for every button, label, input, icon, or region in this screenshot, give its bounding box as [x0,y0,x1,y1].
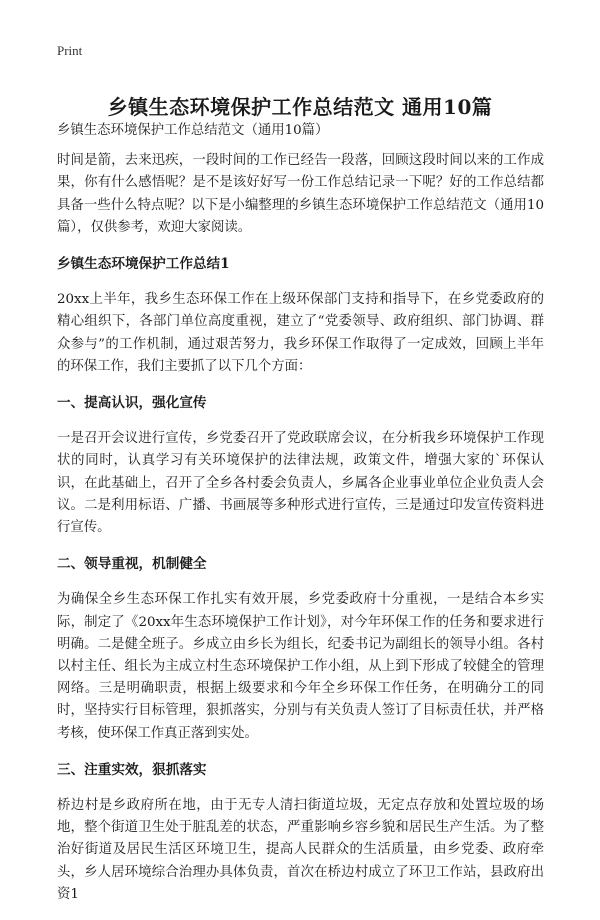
summary-heading: 乡镇生态环境保护工作总结1 [57,256,230,273]
summary-paragraph: 20xx上半年，我乡生态环保工作在上级环保部门支持和指导下，在乡党委政府的精心组织下，各部门单位高度重视，建立了“党委领导、政府组织、部门协调、群众参与”的工作机制，通过艰苦努力，我乡环保工作取得了一定成效，回顾上半年的环保工作，我们主要抓了以下几个方面： [57,292,544,374]
document-body [57,120,544,920]
document-subtitle: 乡镇生态环境保护工作总结范文（通用10篇） [57,123,329,138]
section1-heading: 一、提高认识，强化宣传 [57,395,207,412]
section2-paragraph: 为确保全乡生态环保工作扎实有效开展，乡党委政府十分重视，一是结合本乡实际，制定了《20xx年生态环境保护工作计划》，对今年环保工作的任务和要求进行明确。二是健全班子。乡成立由乡长为组长，纪委书记为副组长的领导小组。各村以村主任、组长为主成立村生态环境保护工作小组，从上到下形成了较健全的管理网络。三是明确职责，根据上级要求和今年全乡环保工作任务，在明确分工的同时，坚持实行目标管理，狠抓落实，分别与有关负责人签订了目标责任状，并严格考核，使环保工作真正落到实处。 [57,592,544,741]
intro-paragraph: 时间是箭，去来迅疾，一段时间的工作已经告一段落，回顾这段时间以来的工作成果，你有什么感悟呢？是不是该好好写一份工作总结记录一下呢？好的工作总结都具备一些什么特点呢？以下是小编整理的乡镇生态环境保护工作总结范文（通用10篇），仅供参考，欢迎大家阅读。 [57,153,544,235]
section3-paragraph: 桥边村是乡政府所在地，由于无专人清扫街道垃圾，无定点存放和处置垃圾的场地，整个街道卫生处于脏乱差的状态，严重影响乡容乡貌和居民生产生活。为了整治好街道及居民生活区环境卫生，提高人民群众的生活质量，由乡党委、政府牵头，乡人居环境综合治理办具体负责，首次在桥边村成立了环卫工作站，县政府出资1 [57,798,544,902]
section2-heading: 二、领导重视，机制健全 [57,556,207,573]
section1-paragraph: 一是召开会议进行宣传，乡党委召开了党政联席会议，在分析我乡环境保护工作现状的同时，认真学习有关环境保护的法律法规，政策文件，增强大家的`环保认识，在此基础上，召开了全乡各村委会负责人，乡属各企业事业单位企业负责人会议。二是利用标语、广播、书画展等多种形式进行宣传，三是通过印发宣传资料进行宣传。 [57,431,544,536]
print-label[interactable]: Print [57,43,83,58]
document-title: 乡镇生态环境保护工作总结范文 通用10篇 [107,95,493,120]
section3-heading: 三、注重实效，狠抓落实 [57,761,207,778]
